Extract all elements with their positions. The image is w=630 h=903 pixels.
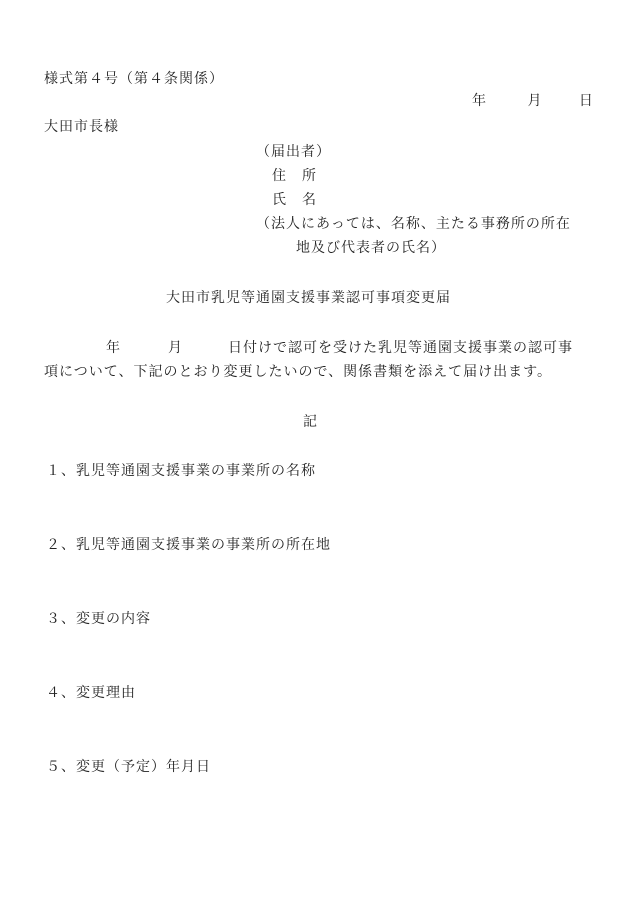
- date-day-label: 日: [578, 93, 594, 109]
- addressee: 大田市長様: [44, 119, 119, 135]
- applicant-note-line2: 地及び代表者の氏名）: [296, 240, 446, 256]
- body-year-label: 年: [106, 340, 121, 356]
- applicant-note-line1: （法人にあっては、名称、主たる事務所の所在: [256, 216, 571, 232]
- item-facility-name: １、乳児等通園支援事業の事業所の名称: [46, 463, 316, 479]
- ki-heading: 記: [303, 414, 318, 430]
- date-line: [472, 92, 594, 110]
- applicant-name-label: 氏 名: [272, 192, 317, 208]
- date-month-label: 月: [527, 93, 543, 109]
- applicant-label: （届出者）: [256, 144, 331, 160]
- body-line2: 項について、下記のとおり変更したいので、関係書類を添えて届け出ます。: [44, 364, 553, 380]
- item-change-content: ３、変更の内容: [46, 611, 151, 627]
- item-facility-location: ２、乳児等通園支援事業の事業所の所在地: [46, 537, 331, 553]
- body-month-label: 月: [168, 340, 183, 356]
- applicant-address-label: 住 所: [272, 168, 317, 184]
- item-change-reason: ４、変更理由: [46, 685, 136, 701]
- item-change-date: ５、変更（予定）年月日: [46, 759, 211, 775]
- date-year-label: 年: [472, 93, 487, 109]
- form-number: 様式第４号（第４条関係）: [44, 71, 224, 87]
- body-line1: [44, 339, 573, 357]
- document-title: 大田市乳児等通園支援事業認可事項変更届: [166, 290, 451, 306]
- body-line1-rest: 日付けで認可を受けた乳児等通園支援事業の認可事: [228, 340, 573, 356]
